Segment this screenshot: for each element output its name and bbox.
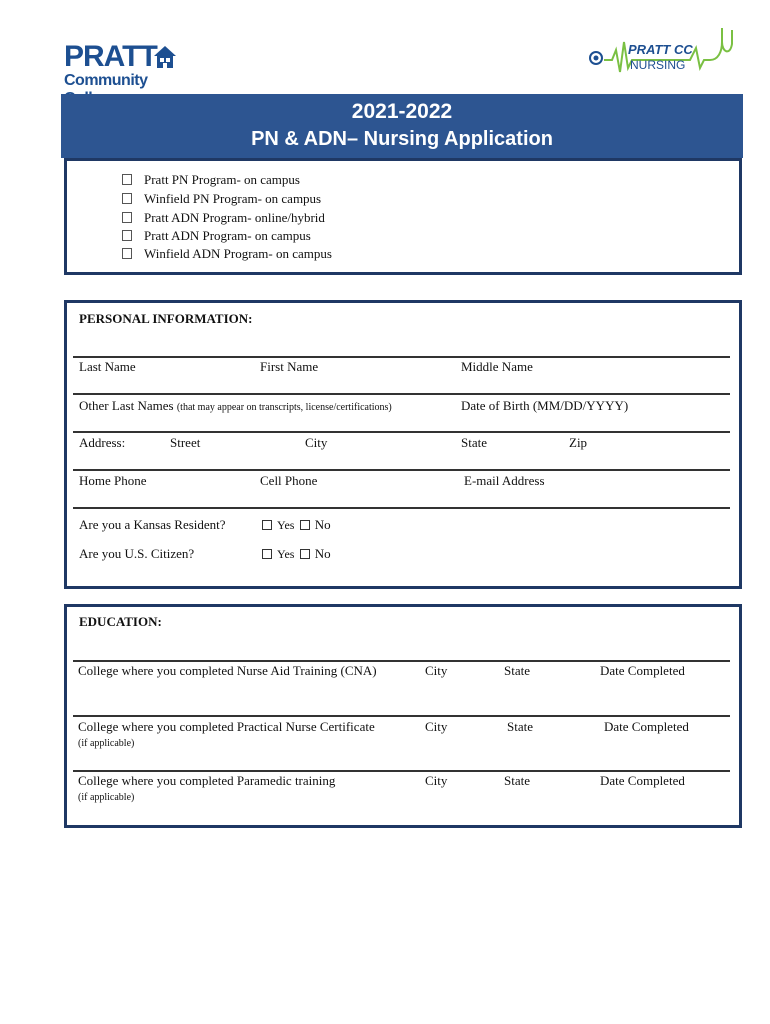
cna-state-field[interactable]: State: [504, 663, 530, 678]
program-option[interactable]: [122, 191, 321, 207]
home-phone-field[interactable]: Home Phone: [79, 473, 147, 488]
checkbox[interactable]: [122, 174, 132, 185]
divider: [73, 356, 730, 358]
divider: [73, 770, 730, 772]
state-field[interactable]: State: [461, 435, 487, 450]
checkbox[interactable]: [122, 193, 132, 204]
program-label: Pratt ADN Program- on campus: [144, 228, 311, 243]
pn-state-field[interactable]: State: [507, 719, 533, 734]
kansas-yes-checkbox[interactable]: [262, 520, 272, 530]
title-banner: [61, 94, 743, 158]
logo-left-line2: Community: [64, 72, 148, 89]
paramedic-state-field[interactable]: State: [504, 773, 530, 788]
pn-city-field[interactable]: City: [425, 719, 448, 734]
pratt-cc-logo: [62, 42, 180, 92]
citizen-options: [262, 546, 331, 562]
divider: [73, 393, 730, 395]
program-option[interactable]: [122, 228, 311, 244]
pn-note: (if applicable): [78, 738, 135, 749]
logo-right-line2: NURSING: [630, 58, 686, 72]
checkbox[interactable]: [122, 230, 132, 241]
checkbox[interactable]: [122, 212, 132, 223]
house-icon: [152, 44, 178, 70]
citizen-yes-checkbox[interactable]: [262, 549, 272, 559]
program-label: Pratt ADN Program- online/hybrid: [144, 210, 325, 225]
checkbox[interactable]: [122, 248, 132, 259]
no-label: No: [314, 546, 331, 561]
program-option[interactable]: [122, 246, 332, 262]
kansas-resident-options: [262, 517, 331, 533]
cna-college-field[interactable]: College where you completed Nurse Aid Training (CNA): [78, 663, 377, 678]
city-field[interactable]: City: [305, 435, 328, 450]
program-option[interactable]: [122, 210, 325, 226]
pn-college-field[interactable]: College where you completed Practical Nurse Certificate: [78, 719, 375, 734]
program-option[interactable]: [122, 172, 300, 188]
divider: [73, 431, 730, 433]
street-field[interactable]: Street: [170, 435, 201, 450]
program-label: Winfield PN Program- on campus: [144, 191, 322, 206]
divider: [73, 507, 730, 509]
paramedic-note: (if applicable): [78, 792, 135, 803]
no-label: No: [314, 517, 331, 532]
other-last-names-note: (that may appear on transcripts, license/certifications): [176, 402, 392, 413]
other-last-names-label: Other Last Names: [79, 398, 174, 413]
email-field[interactable]: E-mail Address: [464, 473, 545, 488]
cell-phone-field[interactable]: Cell Phone: [260, 473, 318, 488]
yes-label: Yes: [277, 547, 295, 561]
divider: [73, 715, 730, 717]
pn-date-field[interactable]: Date Completed: [604, 719, 689, 734]
logo-left-line1: PRATT: [64, 40, 157, 73]
kansas-resident-question: Are you a Kansas Resident?: [79, 517, 226, 532]
citizen-no-checkbox[interactable]: [300, 549, 310, 559]
first-name-field[interactable]: First Name: [260, 359, 319, 374]
other-last-names-field[interactable]: [79, 398, 392, 414]
yes-label: Yes: [277, 518, 295, 532]
personal-info-title: PERSONAL INFORMATION:: [79, 311, 253, 326]
dob-field[interactable]: Date of Birth (MM/DD/YYYY): [461, 398, 629, 413]
divider: [73, 469, 730, 471]
paramedic-city-field[interactable]: City: [425, 773, 448, 788]
program-label: Winfield ADN Program- on campus: [144, 246, 332, 261]
cna-date-field[interactable]: Date Completed: [600, 663, 685, 678]
paramedic-date-field[interactable]: Date Completed: [600, 773, 685, 788]
paramedic-college-field[interactable]: College where you completed Paramedic training: [78, 773, 336, 788]
title-year: 2021-2022: [351, 100, 453, 123]
zip-field[interactable]: Zip: [569, 435, 588, 450]
pratt-cc-nursing-logo: [586, 22, 736, 84]
address-label: Address:: [79, 435, 126, 450]
divider: [73, 660, 730, 662]
program-label: Pratt PN Program- on campus: [144, 172, 300, 187]
citizen-question: Are you U.S. Citizen?: [79, 546, 195, 561]
education-title: EDUCATION:: [79, 614, 162, 629]
middle-name-field[interactable]: Middle Name: [461, 359, 533, 374]
cna-city-field[interactable]: City: [425, 663, 448, 678]
kansas-no-checkbox[interactable]: [300, 520, 310, 530]
page-title: PN & ADN– Nursing Application: [251, 128, 553, 150]
logo-right-line1: PRATT CC: [628, 42, 693, 57]
last-name-field[interactable]: Last Name: [79, 359, 136, 374]
